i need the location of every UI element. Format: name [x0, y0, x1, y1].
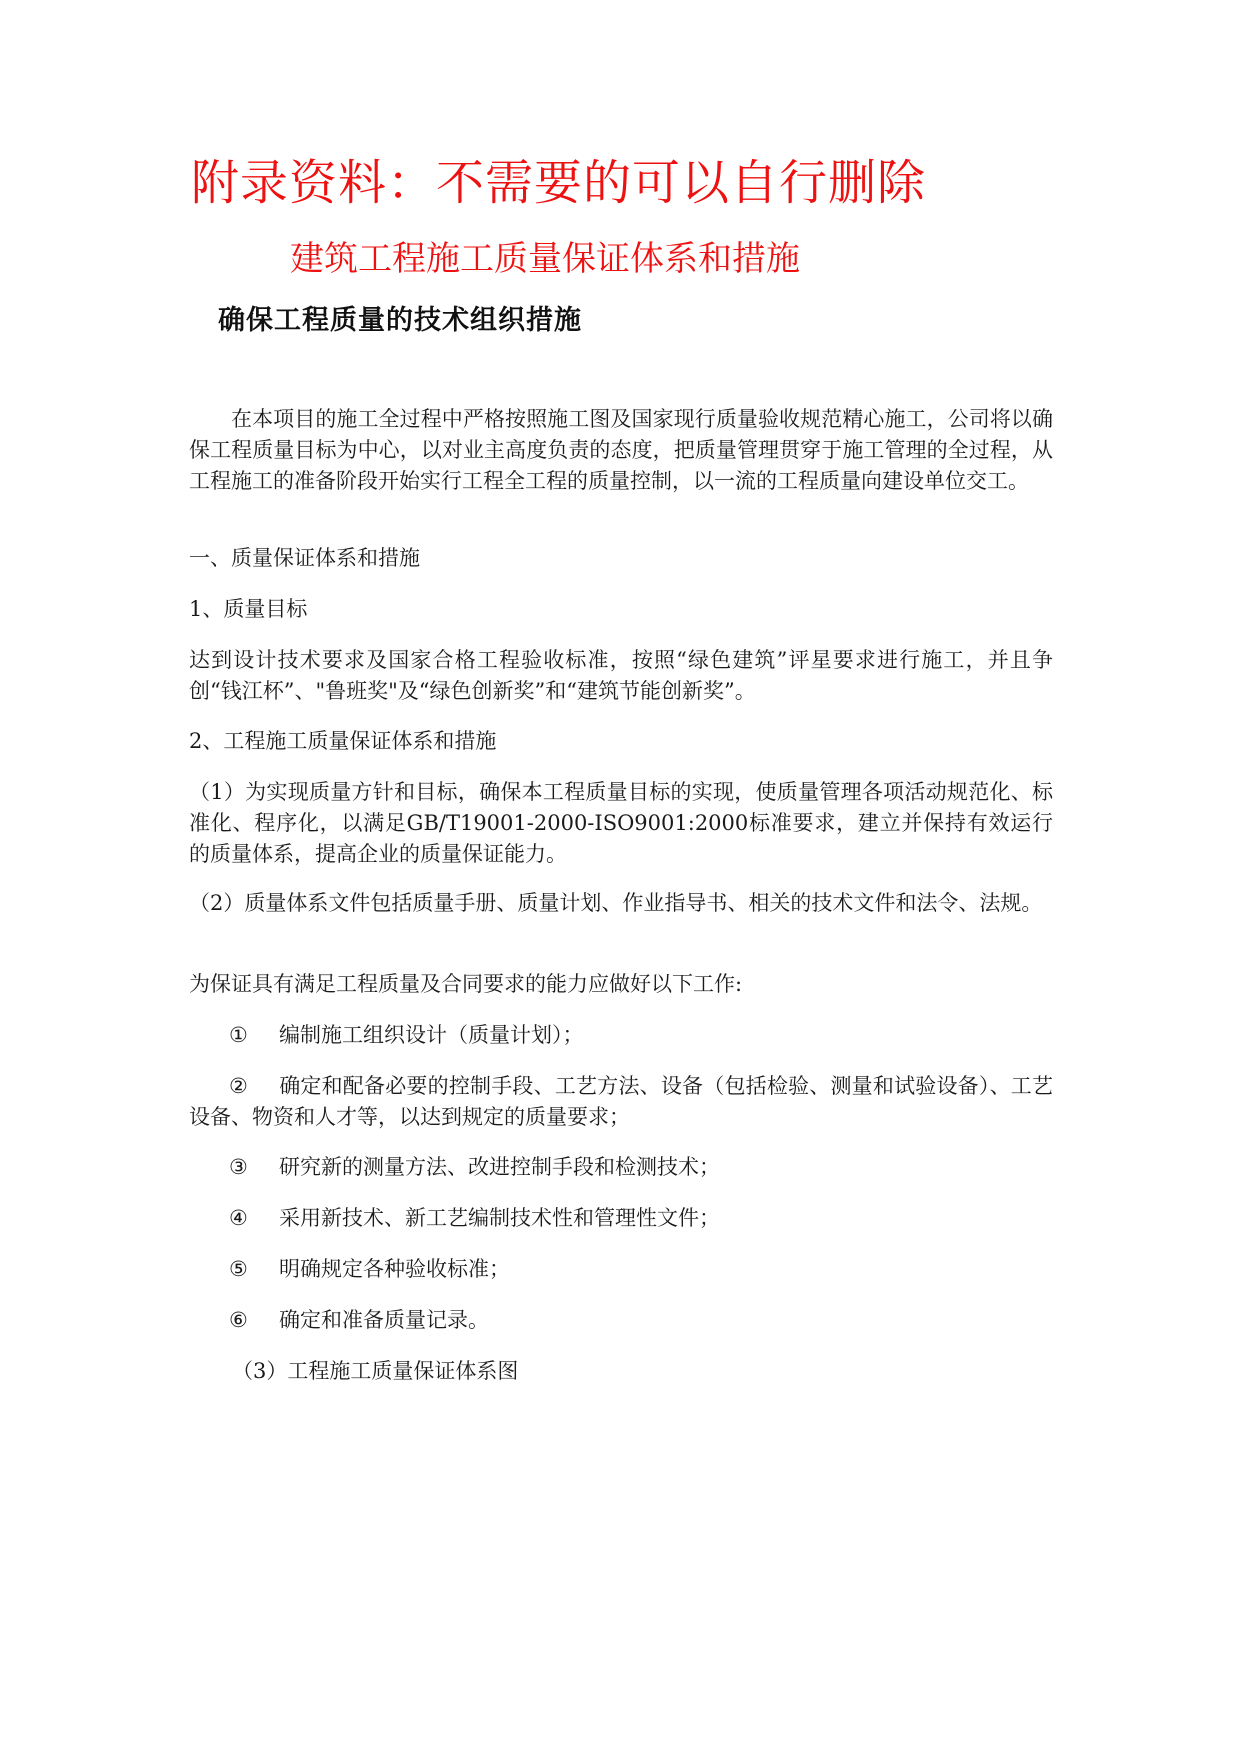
work-list-item — [189, 1152, 1053, 1183]
list-marker: ① — [229, 1023, 248, 1047]
work-list-item — [189, 1071, 1053, 1133]
work-list-item — [189, 1203, 1053, 1234]
list-item-text: 明确规定各种验收标准； — [279, 1257, 510, 1281]
heading-quality-goal: 1、质量目标 — [189, 597, 308, 621]
list-item-text: 确定和配备必要的控制手段、工艺方法、设备（包括检验、测量和试验设备）、工艺设备、物资和人才等，以达到规定的质量要求； — [189, 1074, 1053, 1129]
list-marker: ② — [229, 1074, 248, 1098]
item-1-paragraph: （1）为实现质量方针和目标，确保本工程质量目标的实现，使质量管理各项活动规范化、标准化、程序化，以满足GB/T19001-2000-ISO9001:2000标准要求，建立并保持有效运行的质量体系，提高企业的质量保证能力。 — [189, 780, 1053, 866]
appendix-title: 附录资料：不需要的可以自行删除 — [191, 155, 927, 211]
item-3-paragraph: （3）工程施工质量保证体系图 — [232, 1359, 519, 1383]
list-marker: ⑥ — [229, 1308, 248, 1332]
item-2-paragraph: （2）质量体系文件包括质量手册、质量计划、作业指导书、相关的技术文件和法令、法规。 — [189, 891, 1043, 915]
heading-quality-system: 一、质量保证体系和措施 — [189, 546, 420, 570]
list-item-text: 编制施工组织设计（质量计划）； — [279, 1023, 584, 1047]
heading-construction-quality: 2、工程施工质量保证体系和措施 — [189, 729, 497, 753]
list-item-text: 采用新技术、新工艺编制技术性和管理性文件； — [279, 1206, 720, 1230]
intro-paragraph: 在本项目的施工全过程中严格按照施工图及国家现行质量验收规范精心施工，公司将以确保工程质量目标为中心，以对业主高度负责的态度，把质量管理贯穿于施工管理的全过程，从工程施工的准备阶段开始实行工程全工程的质量控制，以一流的工程质量向建设单位交工。 — [189, 407, 1053, 493]
work-list-item — [189, 1020, 1053, 1051]
list-marker: ④ — [229, 1206, 248, 1230]
list-item-text: 确定和准备质量记录。 — [279, 1308, 489, 1332]
section-heading: 确保工程质量的技术组织措施 — [218, 305, 582, 336]
work-list-item — [189, 1254, 1053, 1285]
work-intro-paragraph: 为保证具有满足工程质量及合同要求的能力应做好以下工作: — [189, 972, 743, 996]
document-title: 建筑工程施工质量保证体系和措施 — [290, 239, 800, 279]
list-marker: ③ — [229, 1155, 248, 1179]
list-marker: ⑤ — [229, 1257, 248, 1281]
list-item-text: 研究新的测量方法、改进控制手段和检测技术； — [279, 1155, 720, 1179]
work-list-item — [189, 1305, 1053, 1336]
quality-goal-paragraph: 达到设计技术要求及国家合格工程验收标准，按照“绿色建筑”评星要求进行施工，并且争创“钱江杯”、"鲁班奖"及“绿色创新奖”和“建筑节能创新奖”。 — [189, 648, 1053, 703]
